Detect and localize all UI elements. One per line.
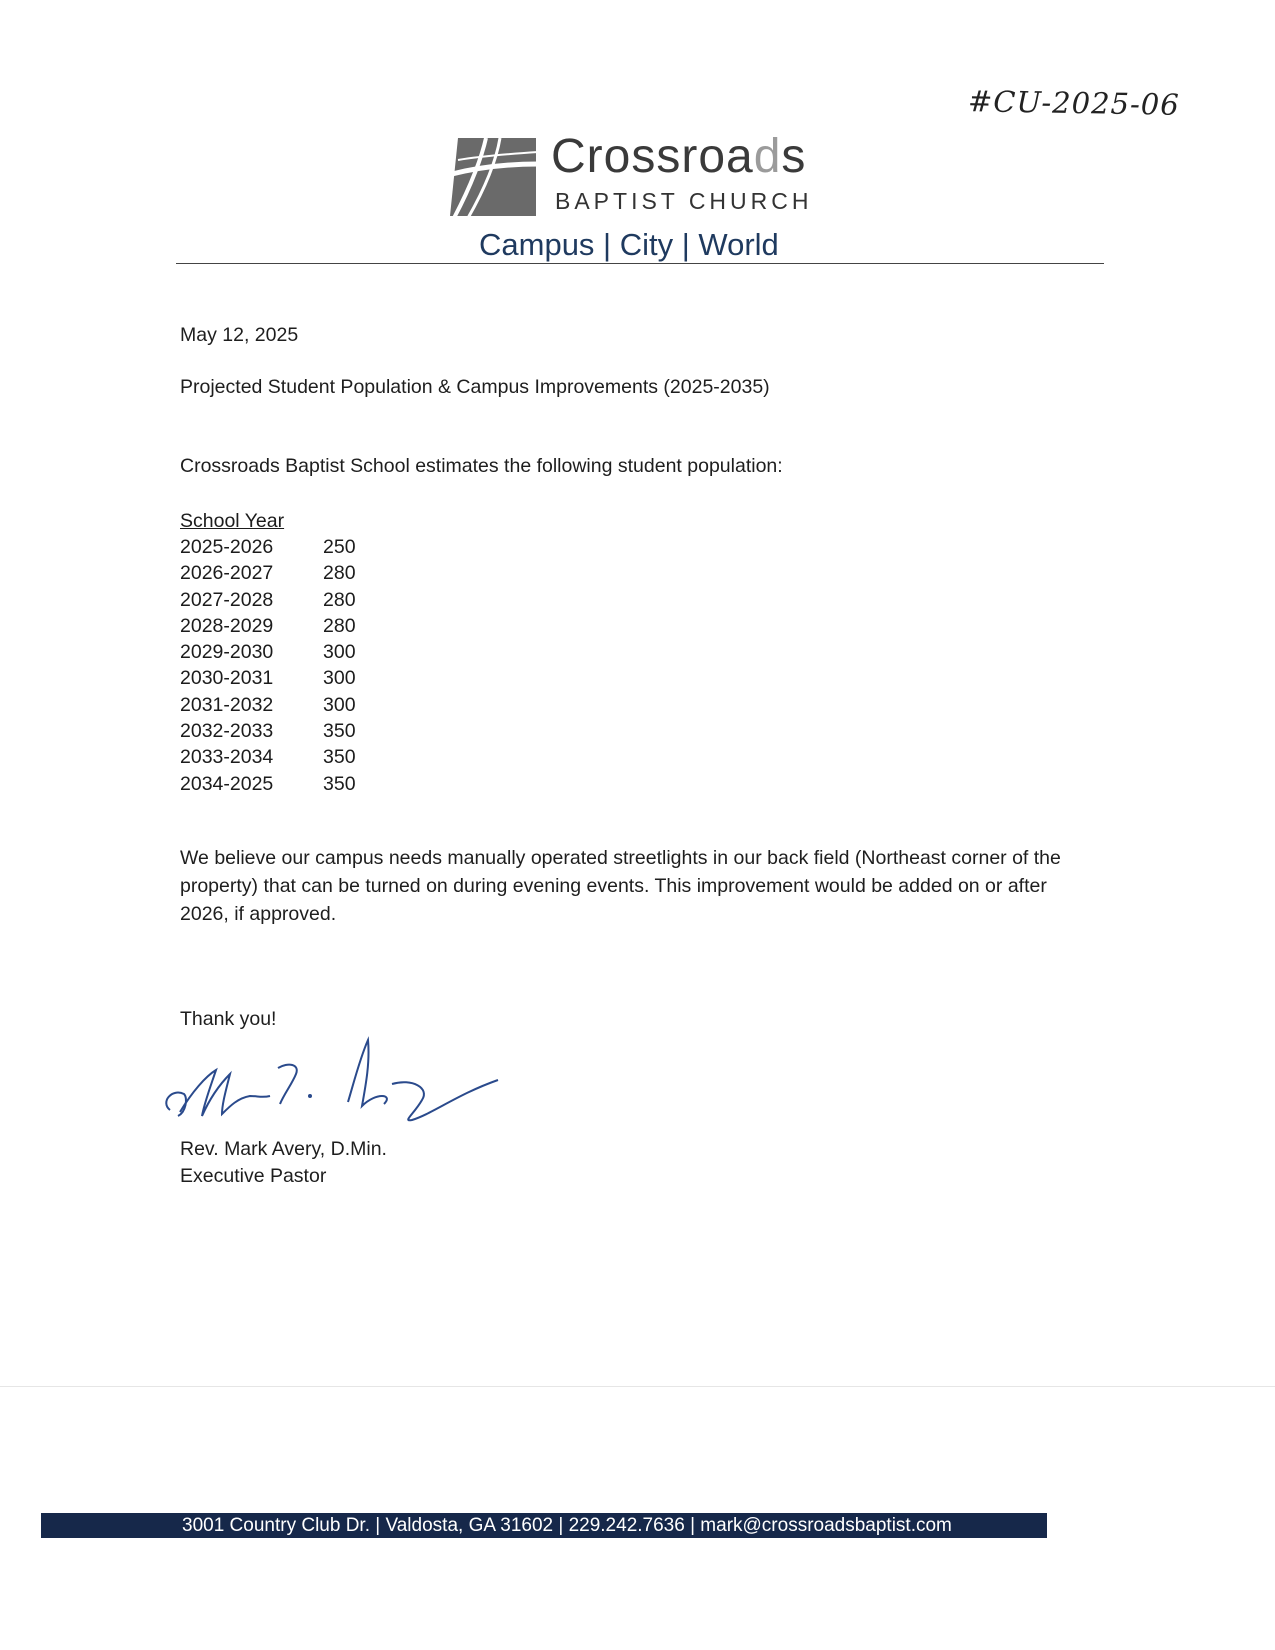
table-row xyxy=(180,560,356,586)
footer-divider xyxy=(0,1386,1275,1387)
school-year-cell: 2030-2031 xyxy=(180,667,274,690)
school-year-cell: 2025-2026 xyxy=(180,536,274,558)
table-row xyxy=(180,587,356,613)
signature-image xyxy=(158,1032,520,1142)
logo-subtitle: BAPTIST CHURCH xyxy=(555,188,813,214)
table-row xyxy=(180,534,356,560)
student-count-cell: 250 xyxy=(323,536,356,558)
table-row xyxy=(180,665,356,691)
school-year-cell: 2029-2030 xyxy=(180,641,274,664)
school-year-cell: 2034-2025 xyxy=(180,772,274,795)
student-count-cell: 350 xyxy=(323,720,356,743)
school-year-cell: 2031-2032 xyxy=(180,693,274,716)
header-divider xyxy=(176,263,1104,264)
table-header-school-year: School Year xyxy=(180,510,285,532)
logo-tagline: Campus | City | World xyxy=(479,227,779,262)
footer-contact-bar xyxy=(41,1513,1047,1538)
student-count-cell: 300 xyxy=(323,667,356,690)
population-table xyxy=(180,508,356,797)
student-count-cell: 350 xyxy=(323,746,356,769)
school-year-cell: 2026-2027 xyxy=(180,562,274,585)
student-count-cell: 280 xyxy=(323,614,356,637)
handwritten-reference-number: #CU-2025-06 xyxy=(967,84,1181,122)
letter-date: May 12, 2025 xyxy=(180,324,299,346)
school-year-cell: 2028-2029 xyxy=(180,614,274,637)
table-row xyxy=(180,718,356,744)
letter-subject: Projected Student Population & Campus Improvements (2025-2035) xyxy=(180,376,770,398)
logo-wordmark: Crossroads xyxy=(551,130,807,183)
table-row xyxy=(180,639,356,665)
school-year-cell: 2032-2033 xyxy=(180,720,274,743)
table-row xyxy=(180,771,356,797)
letter-intro: Crossroads Baptist School estimates the following student population: xyxy=(180,455,783,477)
signer-block xyxy=(180,1136,387,1190)
student-count-cell: 280 xyxy=(323,588,356,611)
footer-contact-text: 3001 Country Club Dr. | Valdosta, GA 31602 | 229.242.7636 | mark@crossroadsbaptist.com xyxy=(182,1515,952,1536)
student-count-cell: 300 xyxy=(323,693,356,716)
table-row xyxy=(180,744,356,770)
student-count-cell: 300 xyxy=(323,641,356,664)
school-year-cell: 2027-2028 xyxy=(180,588,274,611)
signer-name: Rev. Mark Avery, D.Min. xyxy=(180,1138,387,1160)
table-row xyxy=(180,613,356,639)
signer-title: Executive Pastor xyxy=(180,1165,327,1187)
crossroads-logo-icon xyxy=(448,134,540,220)
school-year-cell: 2033-2034 xyxy=(180,746,274,769)
student-count-cell: 350 xyxy=(323,772,356,795)
student-count-cell: 280 xyxy=(323,562,356,585)
table-row xyxy=(180,692,356,718)
letter-closing: Thank you! xyxy=(180,1008,277,1030)
letter-body: We believe our campus needs manually operated streetlights in our back field (Northeast corner of the property) that can be turned on during evening events. This improvement would be added on or after 2026, if approved. xyxy=(180,847,1061,925)
